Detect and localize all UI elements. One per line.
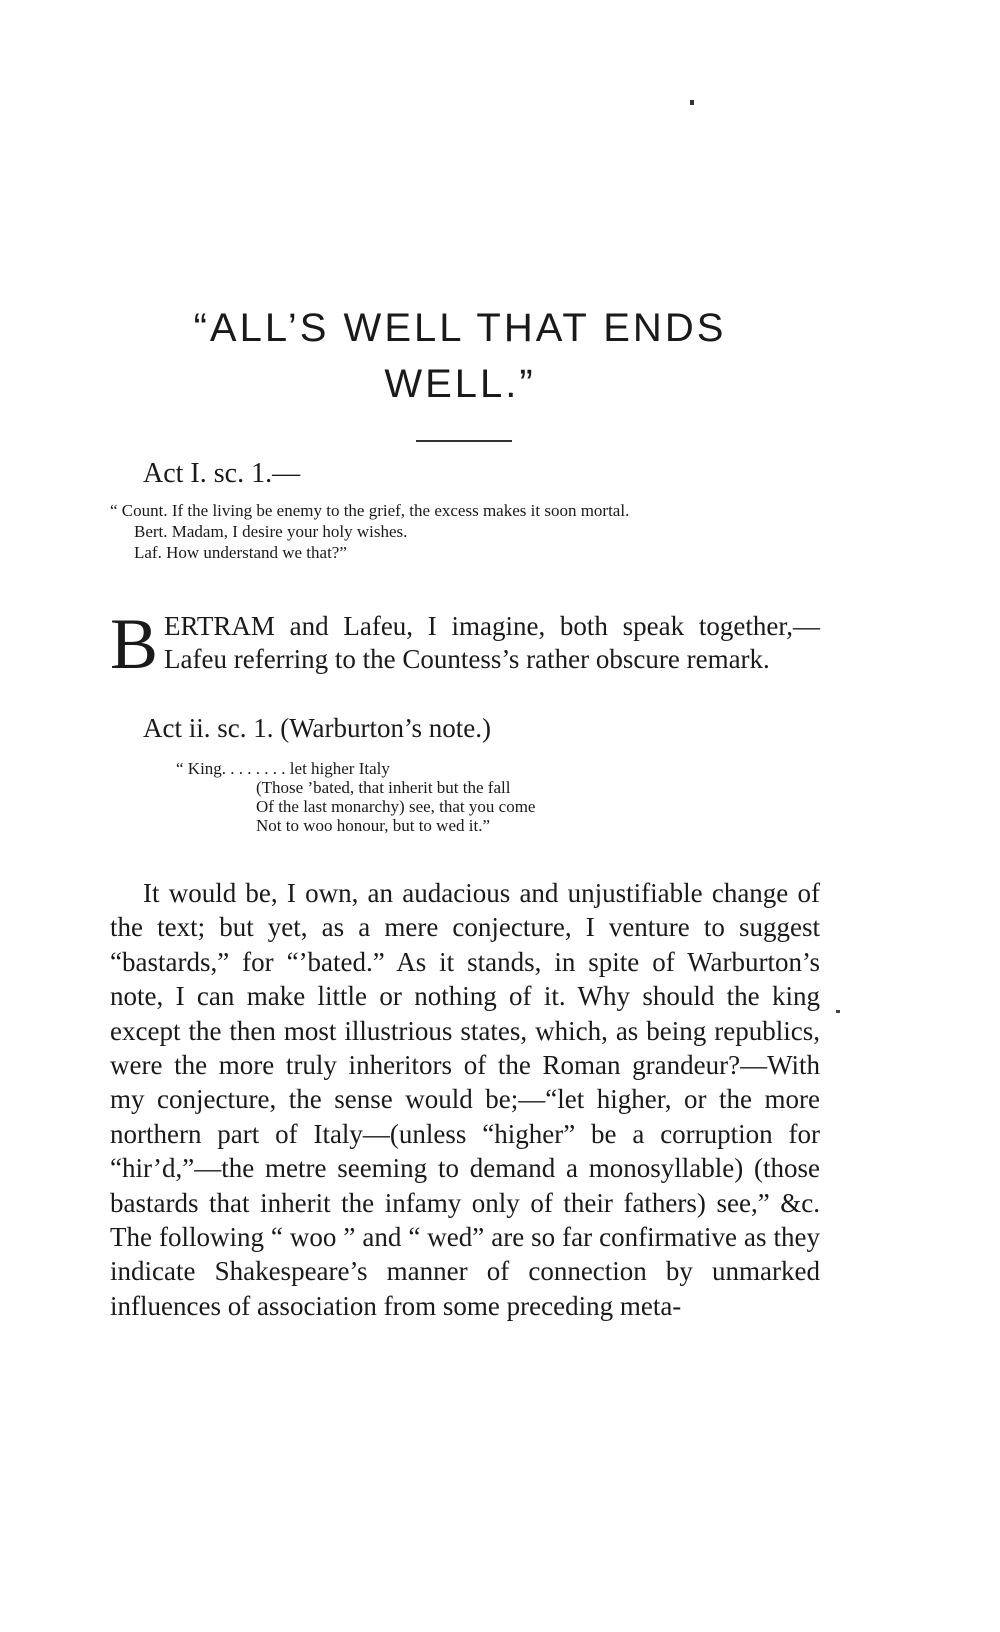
margin-mark bbox=[836, 1010, 840, 1013]
title-line-2: WELL.” bbox=[384, 362, 536, 406]
block-quote-1 bbox=[110, 500, 820, 563]
title-rule bbox=[416, 440, 512, 442]
paragraph-1 bbox=[110, 604, 820, 684]
block-quote-2 bbox=[176, 759, 736, 835]
page-title bbox=[130, 300, 790, 412]
paragraph-2: It would be, I own, an audacious and unjustifiable change of the text; but yet, as a mere conjecture, I venture to suggest “bastards,” for “’bated.” As it stands, in spite of Warburton’s note, I can make little or nothing of it. Why should the king except the then most illustrious states, which, as being republics, were the more truly inheritors of the Roman grandeur?—With my conjecture, the sense would be;—“let higher, or the more northern part of Italy—(unless “higher” be a corruption for “hir’d,”—the metre seeming to demand a monosyllable) (those bastards that inherit the infamy only of their fathers) see,” &c. The following “ woo ” and “ wed” are so far confirmative as they indicate Shakespeare’s manner of connection by unmarked influences of association from some preceding meta- bbox=[110, 878, 820, 1321]
act-ii-heading: Act ii. sc. 1. (Warburton’s note.) bbox=[143, 713, 491, 743]
drop-cap: B bbox=[110, 604, 159, 684]
quote2-line3: Not to woo honour, but to wed it.” bbox=[256, 816, 490, 835]
quote1-line3: Laf. How understand we that?” bbox=[134, 543, 347, 562]
paragraph-1-text: ERTRAM and Lafeu, I imagine, both speak together,—Lafeu referring to the Countess’s rather obscure remark. bbox=[164, 611, 820, 674]
quote2-line1: (Those ’bated, that inherit but the fall bbox=[256, 778, 511, 797]
title-line-1: “ALL’S WELL THAT ENDS bbox=[193, 306, 727, 350]
stray-mark bbox=[690, 100, 694, 105]
quote2-line2: Of the last monarchy) see, that you come bbox=[256, 797, 536, 816]
quote1-line2: Bert. Madam, I desire your holy wishes. bbox=[134, 522, 408, 541]
act-heading: Act I. sc. 1.— bbox=[143, 458, 301, 489]
quote2-speaker-line: “ King. . . . . . . . let higher Italy bbox=[176, 759, 390, 778]
quote1-line1: “ Count. If the living be enemy to the grief, the excess makes it soon mortal. bbox=[110, 501, 630, 520]
